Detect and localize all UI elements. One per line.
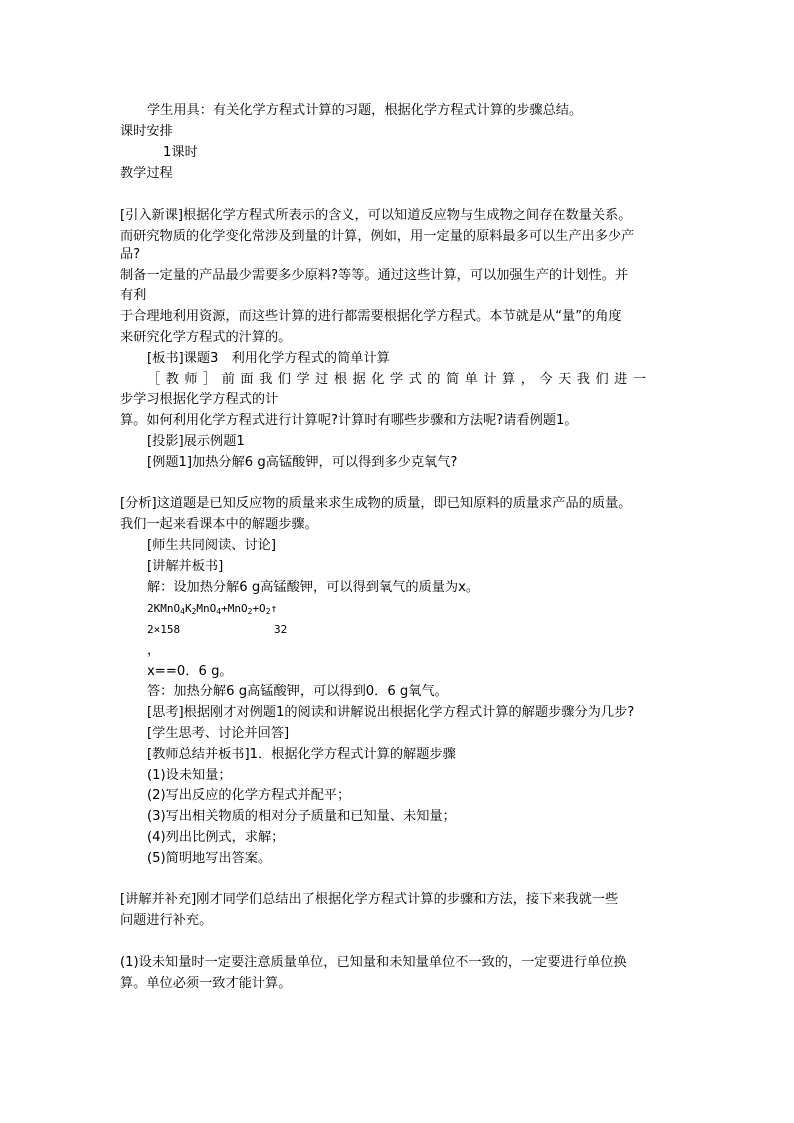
equation-part: MnO	[196, 602, 217, 615]
intro-paragraph-line: 制备一定量的产品最少需要多少原料?等等。通过这些计算，可以加强生产的计划性。并	[120, 268, 629, 283]
intro-paragraph-line: 于合理地利用资源，而这些计算的进行都需要根据化学方程式。本节就是从“量”的角度	[120, 309, 622, 324]
equation-part: K	[184, 602, 192, 615]
equation-subscript: 2	[191, 607, 197, 616]
ratio-line: ，	[147, 643, 161, 658]
teacher-line: ［教师］前面我们学过根据化学式的简单计算，今天我们进一	[147, 372, 652, 387]
molar-mass-right: 32	[274, 623, 288, 636]
equation-subscript: 4	[216, 607, 222, 616]
analysis-line: 我们一起来看课本中的解题步骤。	[120, 517, 318, 532]
analysis-line: [分析]这道题是已知反应物的质量来求生成物的质量，即已知原料的质量求产品的质量。	[120, 496, 632, 511]
equation-part: +O	[252, 602, 266, 615]
student-answer-line: [学生思考、讨论并回答]	[147, 726, 290, 741]
gas-arrow: ↑	[270, 602, 278, 615]
teaching-process-heading: 教学过程	[120, 166, 173, 181]
think-line: [思考]根据刚才对例题1的阅读和讲解说出根据化学方程式计算的解题步骤分为几步?	[147, 705, 635, 720]
supplement-line: 问题进行补充。	[120, 913, 213, 928]
intro-paragraph-line: 有利	[120, 288, 147, 303]
molar-mass-left: 2×158	[147, 623, 181, 636]
summary-heading: [教师总结并板书]1．根据化学方程式计算的解题步骤	[147, 747, 456, 762]
intro-paragraph-line: 而研究物质的化学变化常涉及到量的计算，例如，用一定量的原料最多可以生产出多少产	[120, 229, 635, 244]
projection-line: [投影]展示例题1	[147, 434, 245, 449]
supplement-line: [讲解并补充]刚才同学们总结出了根据化学方程式计算的步骤和方法，接下来我就一些	[120, 892, 619, 907]
note-line: (1)设未知量时一定要注意质量单位，已知量和未知量单位不一致的，一定要进行单位换	[120, 955, 627, 970]
note-line: 算。单位必须一致才能计算。	[120, 976, 292, 991]
schedule-heading: 课时安排	[120, 124, 173, 139]
explain-board-line: [讲解并板书]	[147, 559, 224, 574]
teacher-line: 算。如何利用化学方程式进行计算呢?计算时有哪些步骤和方法呢?请看例题1。	[120, 413, 578, 428]
step-item: (2)写出反应的化学方程式并配平；	[147, 788, 351, 803]
intro-paragraph-line: [引入新课]根据化学方程式所表示的含义，可以知道反应物与生成物之间存在数量关系。	[120, 208, 632, 223]
result-line: x==0．6 g。	[147, 664, 233, 679]
step-item: (5)简明地写出答案。	[147, 851, 272, 866]
example-question-line: [例题1]加热分解6 g高锰酸钾，可以得到多少克氧气?	[147, 455, 458, 470]
schedule-value: 1课时	[163, 145, 198, 160]
chemical-equation	[147, 599, 277, 619]
intro-paragraph-line: 品?	[120, 247, 141, 262]
equation-subscript: 2	[265, 607, 271, 616]
board-title-line: [板书]课题3 利用化学方程式的简单计算	[147, 351, 390, 366]
solution-setup-line: 解：设加热分解6 g高锰酸钾，可以得到氧气的质量为x。	[147, 580, 480, 595]
step-item: (4)列出比例式，求解；	[147, 830, 285, 845]
equation-subscript: 4	[180, 607, 185, 616]
step-item: (1)设未知量；	[147, 768, 232, 783]
equation-subscript: 2	[247, 607, 253, 616]
equation-part: +MnO	[221, 602, 248, 615]
teacher-line: 步学习根据化学方程式的计	[120, 392, 279, 407]
equation-part: 2KMnO	[147, 602, 181, 615]
answer-line: 答：加热分解6 g高锰酸钾，可以得到0．6 g氧气。	[147, 684, 448, 699]
step-item: (3)写出相关物质的相对分子质量和已知量、未知量；	[147, 809, 456, 824]
student-materials-line: 学生用具：有关化学方程式计算的习题，根据化学方程式计算的步骤总结。	[147, 103, 583, 118]
reading-discussion-line: [师生共同阅读、讨论]	[147, 538, 276, 553]
intro-paragraph-line: 来研究化学方程式的汁算的。	[120, 330, 292, 345]
